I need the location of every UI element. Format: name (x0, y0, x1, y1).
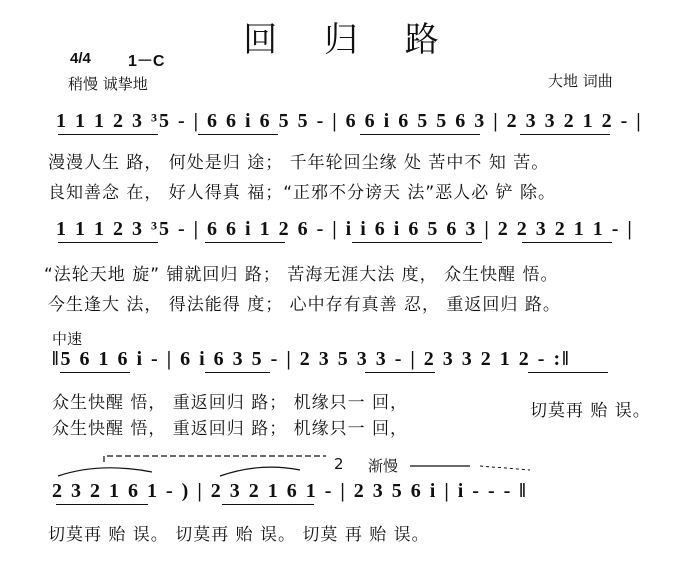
lyric-line-2a: “法轮天地 旋” 铺就回归 路； 苦海无涯大法 度， 众生快醒 悟。 (44, 265, 559, 285)
beam-line (56, 504, 148, 505)
lyric-line-4: 切莫再 贻 误。 切莫再 贻 误。 切莫 再 贻 误。 (48, 525, 430, 545)
lyric-line-1b: 良知善念 在， 好人得真 福；“正邪不分谤天 法”恶人必 铲 除。 (48, 183, 557, 203)
lyric-line-3a: 众生快醒 悟， 重返回归 路； 机缘只一 回， (52, 393, 409, 413)
lyric-tail: 切莫再 贻 误。 (530, 401, 651, 421)
tempo-marking: 稍慢 诚挚地 (68, 75, 148, 93)
time-signature: 4/4 (70, 50, 91, 67)
notation-line-3: ‖5 6 1 6 i - | 6 i 6 3 5 - | 2 3 5 3 3 - | 2 3 3 2 1 2 - :‖ (52, 348, 571, 370)
key-signature: 1－C (128, 53, 165, 70)
notation-line-2: 1 1 1 2 3 ³5 - | 6 6 i 1 2 6 - | i i 6 i 6 5 6 3 | 2 2 3 2 1 1 - | (56, 218, 634, 240)
volta-number: 2 (334, 455, 344, 473)
lyric-line-2b: 今生逢大 法， 得法能得 度； 心中存有真善 忍， 重返回归 路。 (48, 295, 561, 315)
tempo-change: 中速 (52, 330, 83, 348)
notation-line-4: 2 3 2 1 6 1 - ) | 2 3 2 1 6 1 - | 2 3 5 6 i | i - - - ‖ (52, 480, 528, 502)
lyric-line-1a: 漫漫人生 路， 何处是归 途； 千年轮回尘缘 处 苦中不 知 苦。 (48, 153, 550, 173)
song-title: 回 归 路 (243, 20, 457, 60)
notation-line-1: 1 1 1 2 3 ³5 - | 6 6 i 6 5 5 - | 6 6 i 6 5 5 6 3 | 2 3 3 2 1 2 - | (56, 110, 643, 132)
lyric-line-3b: 众生快醒 悟， 重返回归 路； 机缘只一 回， (52, 419, 409, 439)
expression-marking: 渐慢 (368, 457, 399, 475)
credit-line: 大地 词曲 (548, 72, 613, 90)
beam-line (222, 504, 314, 505)
